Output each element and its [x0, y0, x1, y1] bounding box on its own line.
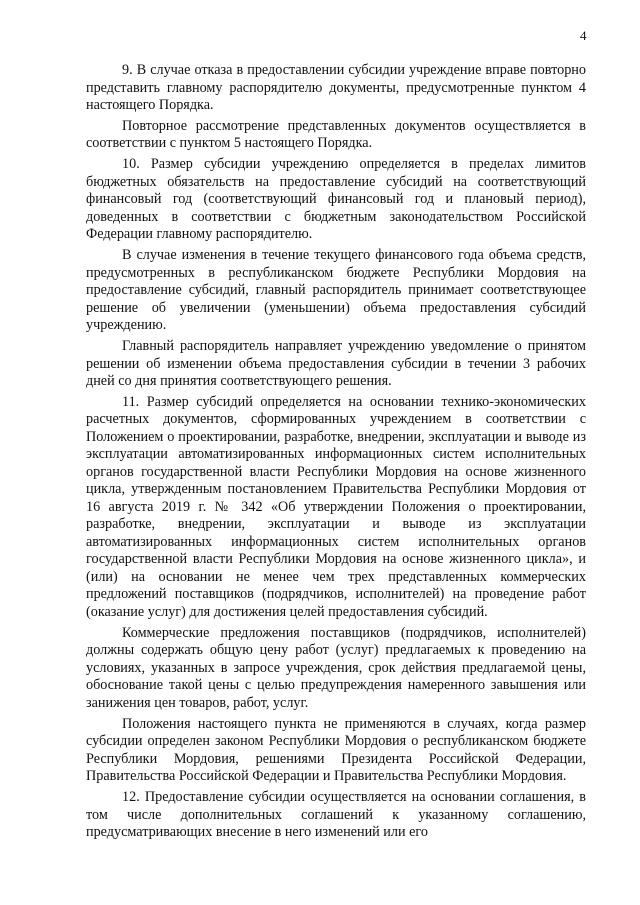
paragraph-10: 10. Размер субсидии учреждению определяется в пределах лимитов бюджетных обязательств на предоставление субсидий на соответствующий финансовый год (соответствующий финансовый год и плановый период), доведенных в соответствии с бюджетным законодательством Российской Федерации главному распорядителю. — [86, 156, 586, 243]
paragraph-9: 9. В случае отказа в предоставлении субсидии учреждение вправе повторно представить главному распорядителю документы, предусмотренные пунктом 4 настоящего Порядка. — [86, 62, 586, 113]
page-number: 4 — [580, 28, 587, 43]
paragraph-10-notice: Главный распорядитель направляет учреждению уведомление о принятом решении об изменении объема предоставления субсидии в течении 3 рабочих дней со дня принятия соответствующего решения. — [86, 338, 586, 390]
paragraph-10-change: В случае изменения в течение текущего финансового года объема средств, предусмотренных в республиканском бюджете Республики Мордовия на предоставление субсидий, главный распорядитель принимает соответствующее решение об увеличении (уменьшении) объема предоставления субсидий учреждению. — [86, 247, 586, 334]
paragraph-11-exceptions: Положения настоящего пункта не применяются в случаях, когда размер субсидии определен законом Республики Мордовия о республиканском бюджете Республики Мордовия, решениями Президента Российской Федерации, Правительства Российской Федерации и Правительства Республики Мордовия. — [86, 715, 586, 785]
paragraph-9-review: Повторное рассмотрение представленных документов осуществляется в соответствии с пунктом 5 настоящего Порядка. — [86, 117, 586, 152]
document-body — [86, 62, 586, 845]
paragraph-12: 12. Предоставление субсидии осуществляется на основании соглашения, в том числе дополнительных соглашений к указанному соглашению, предусматривающих внесение в него изменений или его — [86, 789, 586, 841]
paragraph-11-offers: Коммерческие предложения поставщиков (подрядчиков, исполнителей) должны содержать общую цену работ (услуг) предлагаемых к проведению на условиях, указанных в запросе учреждения, срок действия предлагаемой цены, обоснование такой цены с целью предупреждения намеренного завышения или занижения цен товаров, работ, услуг. — [86, 624, 586, 711]
paragraph-11: 11. Размер субсидий определяется на основании технико-экономических расчетных документов, сформированных учреждением в соответствии с Положением о проектировании, разработке, внедрении, эксплуатации и выводе из эксплуатации автоматизированных информационных систем исполнительных органов государственной власти Республики Мордовия на основе жизненного цикла, утвержденным постановлением Правительства Республики Мордовия от 16 августа 2019 г. № 342 «Об утверждении Положения о проектировании, разработке, внедрении, эксплуатации и выводе из эксплуатации автоматизированных информационных систем исполнительных органов государственной власти Республики Мордовия на основе жизненного цикла», и (или) на основании не менее чем трех представленных коммерческих предложений поставщиков (подрядчиков, исполнителей) на проведение работ (оказание услуг) для достижения целей предоставления субсидий. — [86, 393, 586, 620]
